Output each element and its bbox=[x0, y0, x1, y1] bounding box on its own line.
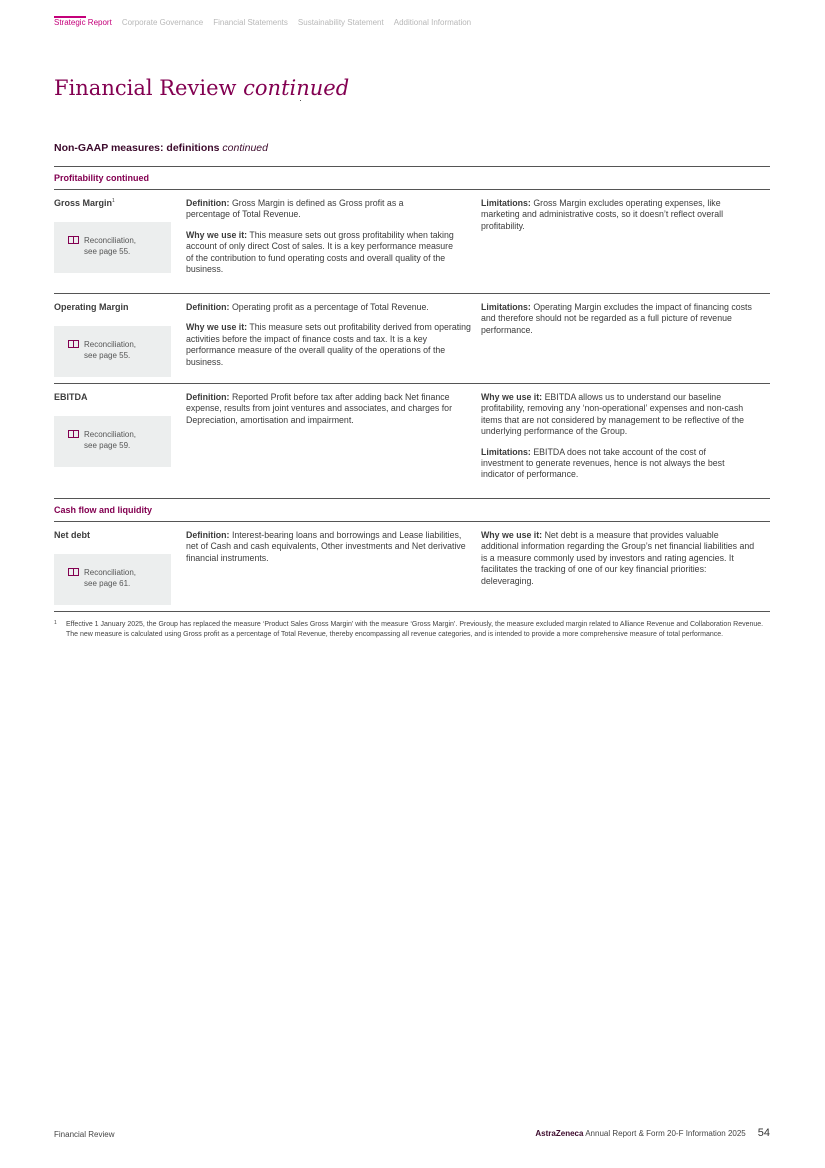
reconciliation-link[interactable] bbox=[54, 554, 171, 605]
why-text bbox=[481, 392, 756, 438]
why-body: EBITDA allows us to understand our baseline profitability, removing any ‘non-operational’ expenses and non-cash items that are not considered by management to be reflective of the underlying performance of the Group. bbox=[481, 392, 745, 437]
footer-brand: AstraZeneca bbox=[535, 1129, 584, 1138]
page-number: 54 bbox=[757, 1127, 770, 1139]
why-text bbox=[481, 530, 756, 587]
table-row bbox=[54, 190, 770, 294]
table-row bbox=[54, 384, 770, 499]
metric-name bbox=[54, 198, 186, 208]
limitations-label: Limitations: bbox=[481, 302, 531, 312]
nav-sustainability-statement[interactable]: Sustainability Statement bbox=[297, 18, 384, 27]
section-heading-main: Non-GAAP measures: definitions bbox=[54, 142, 220, 154]
metric-name: Net debt bbox=[54, 530, 90, 540]
footer-section-name: Financial Review bbox=[54, 1130, 115, 1139]
definition-text bbox=[186, 392, 461, 426]
footnote-text: Effective 1 January 2025, the Group has replaced the measure ‘Product Sales Gross Margin’ with the measure ‘Gross Margin’. Previously, the measure excluded margin related to Alliance Revenue and Collaboration Revenue. The new measure is calculated using Gross profit as a percentage of Total Revenue, thereby encompassing all revenue categories, and is intended to provide a more comprehensive measure of total performance. bbox=[66, 621, 764, 638]
metric-name: EBITDA bbox=[54, 392, 88, 402]
limitations-body: EBITDA does not take account of the cost of investment to generate revenues, hence is not always the best indicator of performance. bbox=[481, 446, 725, 480]
table-row bbox=[54, 294, 770, 384]
reconciliation-label: Reconciliation, bbox=[84, 236, 137, 245]
why-label: Why we use it: bbox=[186, 229, 248, 240]
why-body: This measure sets out gross profitability when taking account of only direct Cost of sales. It is a key performance measure of the contribution to fund operating costs and overall quality of the business. bbox=[186, 229, 454, 275]
reconciliation-label: Reconciliation, bbox=[84, 430, 137, 439]
book-icon bbox=[68, 430, 79, 438]
definition-body: Gross Margin is defined as Gross profit as a percentage of Total Revenue. bbox=[186, 198, 404, 220]
why-label: Why we use it: bbox=[481, 530, 543, 540]
top-navigation bbox=[54, 18, 471, 27]
page-title-suffix: continued bbox=[243, 76, 350, 100]
metric-name-text: Gross Margin bbox=[54, 198, 113, 208]
section-heading bbox=[54, 142, 268, 154]
why-label: Why we use it: bbox=[186, 322, 248, 333]
group-heading-cashflow: Cash flow and liquidity bbox=[54, 499, 770, 522]
footnote-number: 1 bbox=[54, 620, 57, 626]
why-label: Why we use it: bbox=[481, 392, 543, 402]
reconciliation-label: Reconciliation, bbox=[84, 568, 137, 577]
definition-text bbox=[186, 302, 471, 313]
why-text bbox=[186, 322, 471, 368]
footnote-marker: 1 bbox=[112, 198, 115, 204]
page-title-main: Financial Review bbox=[54, 76, 237, 100]
reconciliation-link[interactable] bbox=[54, 416, 171, 467]
reconciliation-page: see page 55. bbox=[84, 351, 131, 360]
limitations-text bbox=[481, 447, 741, 481]
page-title bbox=[54, 76, 349, 100]
reconciliation-link[interactable] bbox=[54, 326, 171, 377]
limitations-text bbox=[481, 198, 751, 232]
reconciliation-page: see page 59. bbox=[84, 441, 131, 450]
footnote bbox=[54, 620, 770, 640]
definition-label: Definition: bbox=[186, 198, 230, 208]
definition-body: Reported Profit before tax after adding back Net finance expense, results from joint ventures and associates, and charges for Depreciation, amortisation and impairment. bbox=[186, 392, 453, 425]
footer-document bbox=[535, 1127, 770, 1139]
nav-strategic-report[interactable]: Strategic Report bbox=[54, 18, 112, 27]
reconciliation-link[interactable] bbox=[54, 222, 171, 273]
nav-financial-statements[interactable]: Financial Statements bbox=[213, 18, 288, 27]
table-row bbox=[54, 522, 770, 612]
definition-body: Interest-bearing loans and borrowings and Lease liabilities, net of Cash and cash equivalents, Other investments and Net derivative financial instruments. bbox=[186, 530, 466, 563]
decorative-dot bbox=[300, 100, 301, 101]
group-heading-profitability: Profitability continued bbox=[54, 166, 770, 190]
limitations-label: Limitations: bbox=[481, 446, 531, 457]
definition-label: Definition: bbox=[186, 530, 230, 540]
why-text bbox=[186, 230, 454, 276]
book-icon bbox=[68, 340, 79, 348]
limitations-label: Limitations: bbox=[481, 198, 531, 208]
definition-text bbox=[186, 530, 471, 564]
nav-additional-information[interactable]: Additional Information bbox=[393, 18, 472, 27]
reconciliation-page: see page 61. bbox=[84, 579, 131, 588]
limitations-body: Operating Margin excludes the impact of financing costs and therefore should not be regarded as a full picture of revenue performance. bbox=[481, 302, 752, 335]
reconciliation-label: Reconciliation, bbox=[84, 340, 137, 349]
book-icon bbox=[68, 568, 79, 576]
limitations-text bbox=[481, 302, 766, 336]
section-heading-suffix: continued bbox=[222, 142, 268, 154]
definition-label: Definition: bbox=[186, 302, 230, 312]
definition-label: Definition: bbox=[186, 392, 230, 402]
definitions-table bbox=[54, 166, 770, 612]
nav-corporate-governance[interactable]: Corporate Governance bbox=[121, 18, 204, 27]
footer-doc-title: Annual Report & Form 20-F Information 2025 bbox=[585, 1129, 746, 1138]
why-body: Net debt is a measure that provides valuable additional information regarding the Group’s net financial liabilities and is a measure commonly used by investors and rating agencies. It facilitates the tracking of one of our key financial priorities: deleveraging. bbox=[481, 530, 755, 586]
definition-text bbox=[186, 198, 416, 221]
reconciliation-page: see page 55. bbox=[84, 247, 131, 256]
limitations-body: Gross Margin excludes operating expenses, like marketing and administrative costs, so it doesn’t reflect overall profitability. bbox=[481, 198, 724, 231]
why-body: This measure sets out profitability derived from operating activities before the impact of finance costs and tax. It is a key performance measure of the overall quality of the operations of the business. bbox=[186, 322, 471, 367]
definition-body: Operating profit as a percentage of Total Revenue. bbox=[231, 302, 429, 312]
book-icon bbox=[68, 236, 79, 244]
metric-name: Operating Margin bbox=[54, 302, 129, 312]
